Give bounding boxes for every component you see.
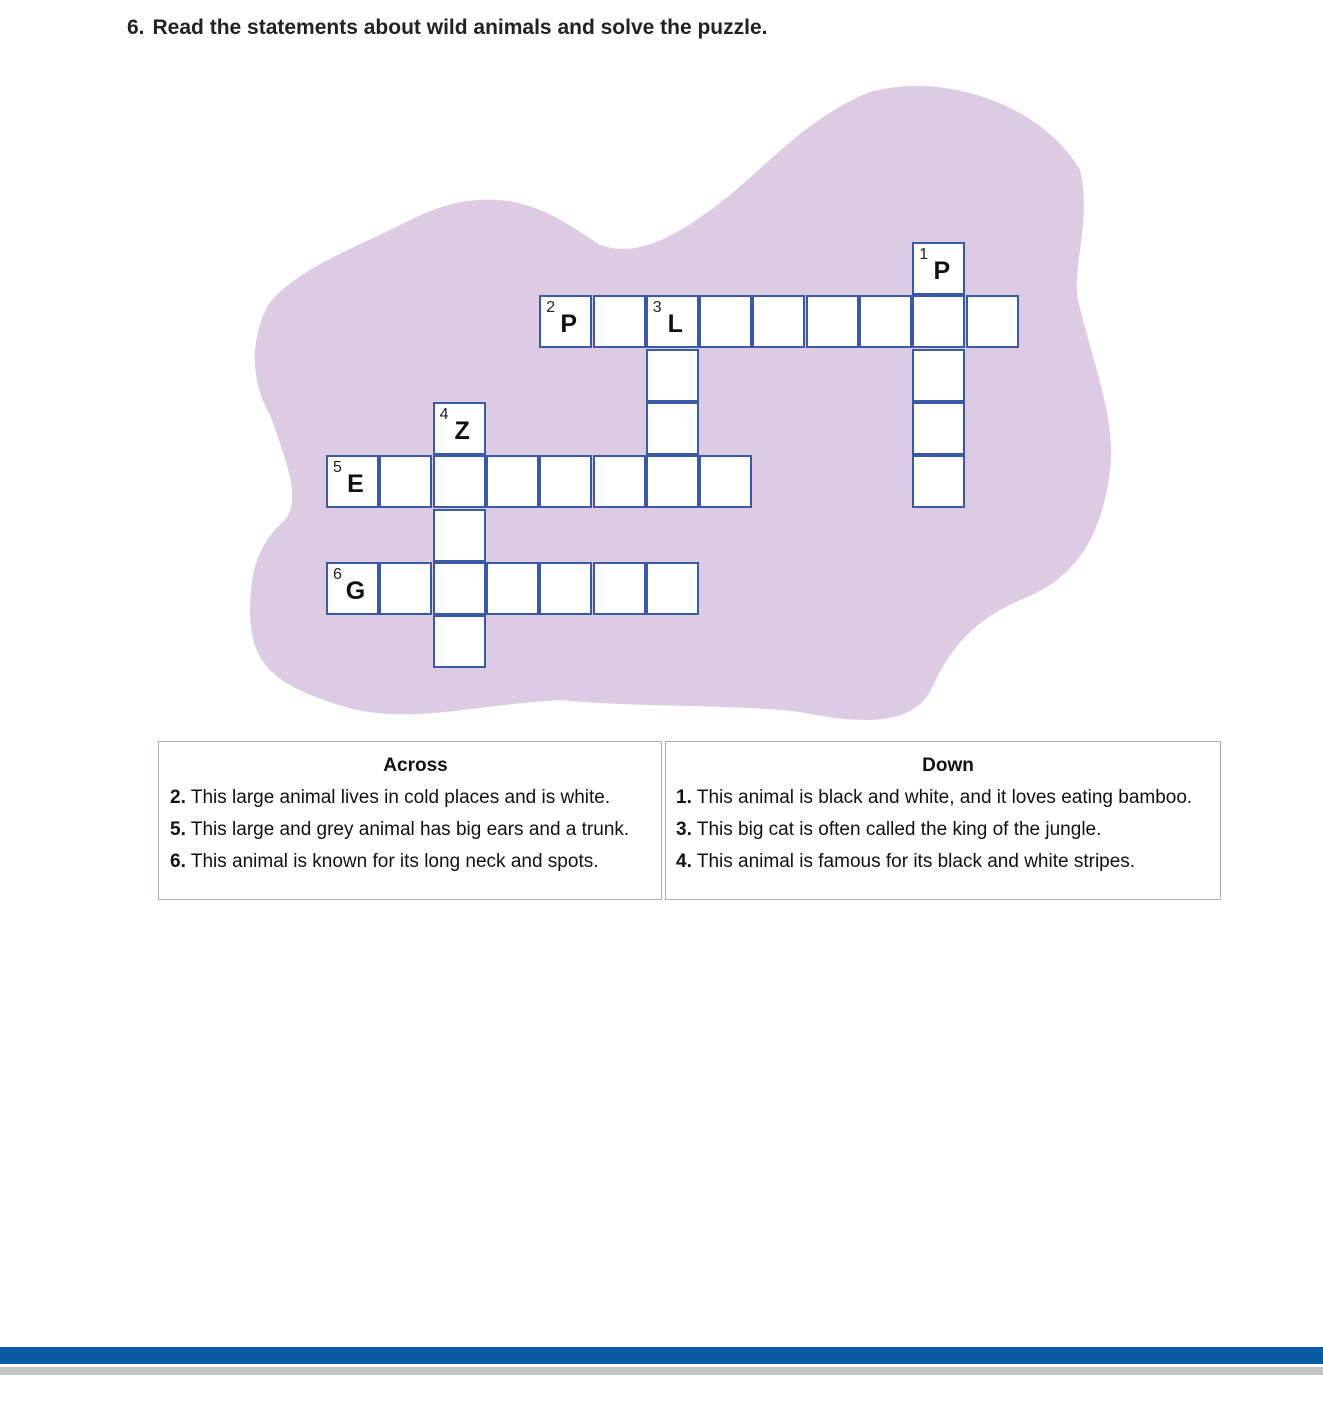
crossword-cell[interactable] — [646, 349, 699, 402]
clue-text: This animal is known for its long neck and spots. — [190, 850, 599, 872]
crossword-cell[interactable] — [433, 455, 486, 508]
question-text: Read the statements about wild animals and solve the puzzle. — [152, 16, 768, 39]
crossword-cell[interactable] — [646, 402, 699, 455]
crossword-cell[interactable] — [486, 455, 539, 508]
crossword-cell[interactable] — [859, 295, 912, 348]
across-clue-6 — [170, 846, 661, 878]
clue-number-label: 1 — [919, 246, 929, 263]
first-letter: Z — [454, 416, 470, 445]
clue-text: This animal is black and white, and it loves eating bamboo. — [696, 786, 1193, 808]
crossword-cell[interactable] — [646, 295, 699, 348]
clue-number-label: 3 — [652, 299, 662, 317]
down-clues — [665, 741, 1221, 900]
clue-text: This large and grey animal has big ears and a trunk. — [190, 818, 630, 840]
question-number: 6. — [127, 16, 145, 39]
crossword-cell[interactable] — [539, 295, 592, 348]
crossword-cell[interactable] — [912, 295, 965, 348]
across-clue-2 — [170, 782, 661, 814]
across-heading: Across — [383, 755, 448, 776]
clue-number-label: 2 — [546, 299, 556, 317]
down-clue-1 — [676, 782, 1220, 814]
crossword-cell[interactable] — [539, 455, 592, 508]
first-letter: P — [933, 257, 951, 285]
crossword-cell[interactable] — [806, 295, 859, 348]
down-clue-4 — [676, 846, 1220, 878]
crossword-cell[interactable] — [433, 402, 486, 455]
clue-number-label: 6 — [333, 565, 342, 583]
clue-number-label: 4 — [439, 405, 449, 423]
crossword-cell[interactable] — [539, 562, 592, 615]
crossword-cell[interactable] — [966, 295, 1019, 348]
clue-number: 5. — [170, 818, 186, 840]
clue-number: 4. — [676, 850, 692, 872]
crossword-cell[interactable] — [912, 242, 965, 295]
crossword-cell[interactable] — [379, 562, 432, 615]
crossword-cell[interactable] — [379, 455, 432, 508]
crossword-cell[interactable] — [593, 295, 646, 348]
first-letter: L — [667, 310, 683, 339]
crossword-cell[interactable] — [912, 349, 965, 402]
crossword-cell[interactable] — [326, 562, 379, 615]
across-clues — [158, 741, 662, 900]
crossword-cell[interactable] — [646, 562, 699, 615]
clue-number: 6. — [170, 850, 186, 872]
footer-line — [0, 1367, 1323, 1375]
crossword-cell[interactable] — [433, 509, 486, 562]
clue-number-label: 5 — [333, 459, 342, 477]
clue-number: 2. — [170, 786, 186, 808]
crossword-cell[interactable] — [699, 455, 752, 508]
clue-number: 1. — [676, 786, 692, 808]
crossword-cell[interactable] — [326, 455, 379, 508]
across-clue-5 — [170, 814, 661, 846]
crossword-cell[interactable] — [699, 295, 752, 348]
first-letter: G — [345, 576, 366, 605]
footer-bar — [0, 1347, 1323, 1364]
crossword-cell[interactable] — [752, 295, 805, 348]
crossword-cell[interactable] — [593, 455, 646, 508]
first-letter: E — [347, 470, 364, 499]
clue-number: 3. — [676, 818, 692, 840]
crossword-cell[interactable] — [433, 562, 486, 615]
clue-text: This big cat is often called the king of the jungle. — [696, 818, 1102, 840]
first-letter: P — [560, 310, 578, 339]
down-heading: Down — [922, 755, 974, 776]
crossword-cell[interactable] — [912, 455, 965, 508]
crossword-cell[interactable] — [486, 562, 539, 615]
crossword-cell[interactable] — [646, 455, 699, 508]
clues-table — [158, 741, 1221, 900]
clue-text: This large animal lives in cold places and is white. — [190, 786, 611, 808]
clue-text: This animal is famous for its black and white stripes. — [696, 850, 1136, 872]
crossword-cell[interactable] — [593, 562, 646, 615]
crossword-cell[interactable] — [433, 615, 486, 668]
down-clue-3 — [676, 814, 1220, 846]
crossword-cell[interactable] — [912, 402, 965, 455]
